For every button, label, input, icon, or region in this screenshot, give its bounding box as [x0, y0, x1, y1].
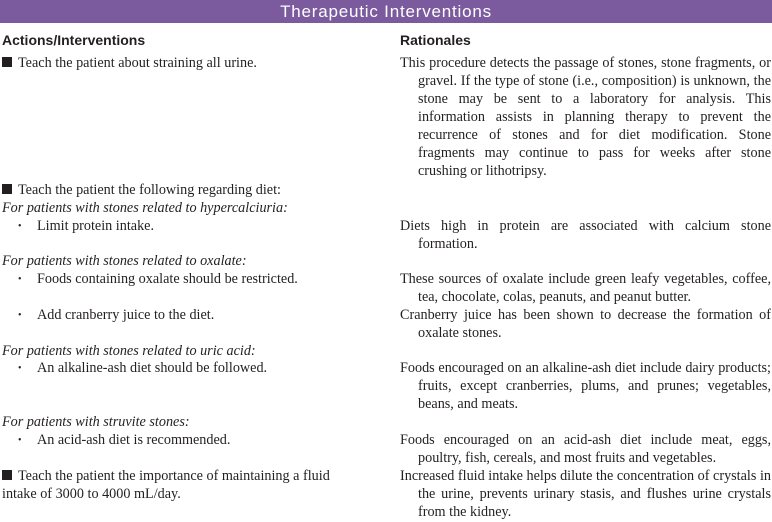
action-text-line2: intake of 3000 to 4000 mL/day. [2, 486, 181, 502]
bullet-alkaline [18, 359, 267, 378]
action-text: Teach the patient the following regarding diet: [18, 182, 281, 198]
subhead-hypercalciuria: For patients with stones related to hypercalciuria: [2, 200, 288, 216]
rationale-alkaline: Foods encouraged on an alkaline-ash diet include dairy products; fruits, except cranberries, plums, and prunes; vegetables, beans, and meats. [400, 360, 771, 412]
bullet-text: Add cranberry juice to the diet. [37, 307, 215, 323]
bullet-dot-icon: • [18, 435, 22, 446]
bullet-text: An acid-ash diet is recommended. [37, 432, 231, 448]
subhead-uric-acid: For patients with stones related to uric acid: [2, 343, 256, 359]
action-strain-urine [2, 54, 382, 72]
bullet-dot-icon: • [18, 310, 22, 321]
action-fluid-intake [2, 467, 382, 503]
bullet-protein [18, 217, 154, 236]
action-text-line1: Teach the patient the importance of maintaining a fluid [18, 468, 330, 484]
bullet-text: Foods containing oxalate should be restricted. [37, 271, 298, 287]
square-bullet-icon [2, 184, 12, 194]
bullet-acid [18, 431, 230, 450]
rationale-protein: Diets high in protein are associated with calcium stone formation. [400, 218, 771, 252]
rationale-cranberry: Cranberry juice has been shown to decrease the formation of oxalate stones. [400, 307, 771, 341]
rationale-fluid: Increased fluid intake helps dilute the concentration of crystals in the urine, prevents urinary stasis, and flushes urine crystals from the kidney. [400, 468, 771, 520]
subhead-struvite: For patients with struvite stones: [2, 414, 190, 430]
square-bullet-icon [2, 470, 12, 480]
rationales-column-header: Rationales [400, 32, 471, 48]
subhead-oxalate: For patients with stones related to oxalate: [2, 253, 247, 269]
bullet-dot-icon: • [18, 221, 22, 232]
action-text: Teach the patient about straining all urine. [18, 55, 257, 71]
section-banner: Therapeutic Interventions [0, 0, 772, 23]
action-diet-intro [2, 181, 382, 199]
bullet-text: Limit protein intake. [37, 218, 155, 234]
bullet-text: An alkaline-ash diet should be followed. [37, 360, 268, 376]
bullet-cranberry [18, 306, 214, 325]
square-bullet-icon [2, 57, 12, 67]
rationale-oxalate: These sources of oxalate include green leafy vegetables, coffee, tea, chocolate, colas, peanuts, and peanut butter. [400, 271, 771, 305]
bullet-dot-icon: • [18, 274, 22, 285]
rationale-strain: This procedure detects the passage of stones, stone fragments, or gravel. If the type of stone (i.e., composition) is unknown, the stone may be sent to a laboratory for analysis. This information assists in planning therapy to prevent the recurrence of stones and for diet modification. Stone fragments may continue to pass for weeks after stone crushing or lithotripsy. [400, 55, 771, 179]
actions-column-header: Actions/Interventions [2, 32, 146, 48]
bullet-dot-icon: • [18, 363, 22, 374]
bullet-oxalate-foods [18, 270, 298, 289]
rationale-acid: Foods encouraged on an acid-ash diet include meat, eggs, poultry, fish, cereals, and most fruits and vegetables. [400, 432, 771, 466]
